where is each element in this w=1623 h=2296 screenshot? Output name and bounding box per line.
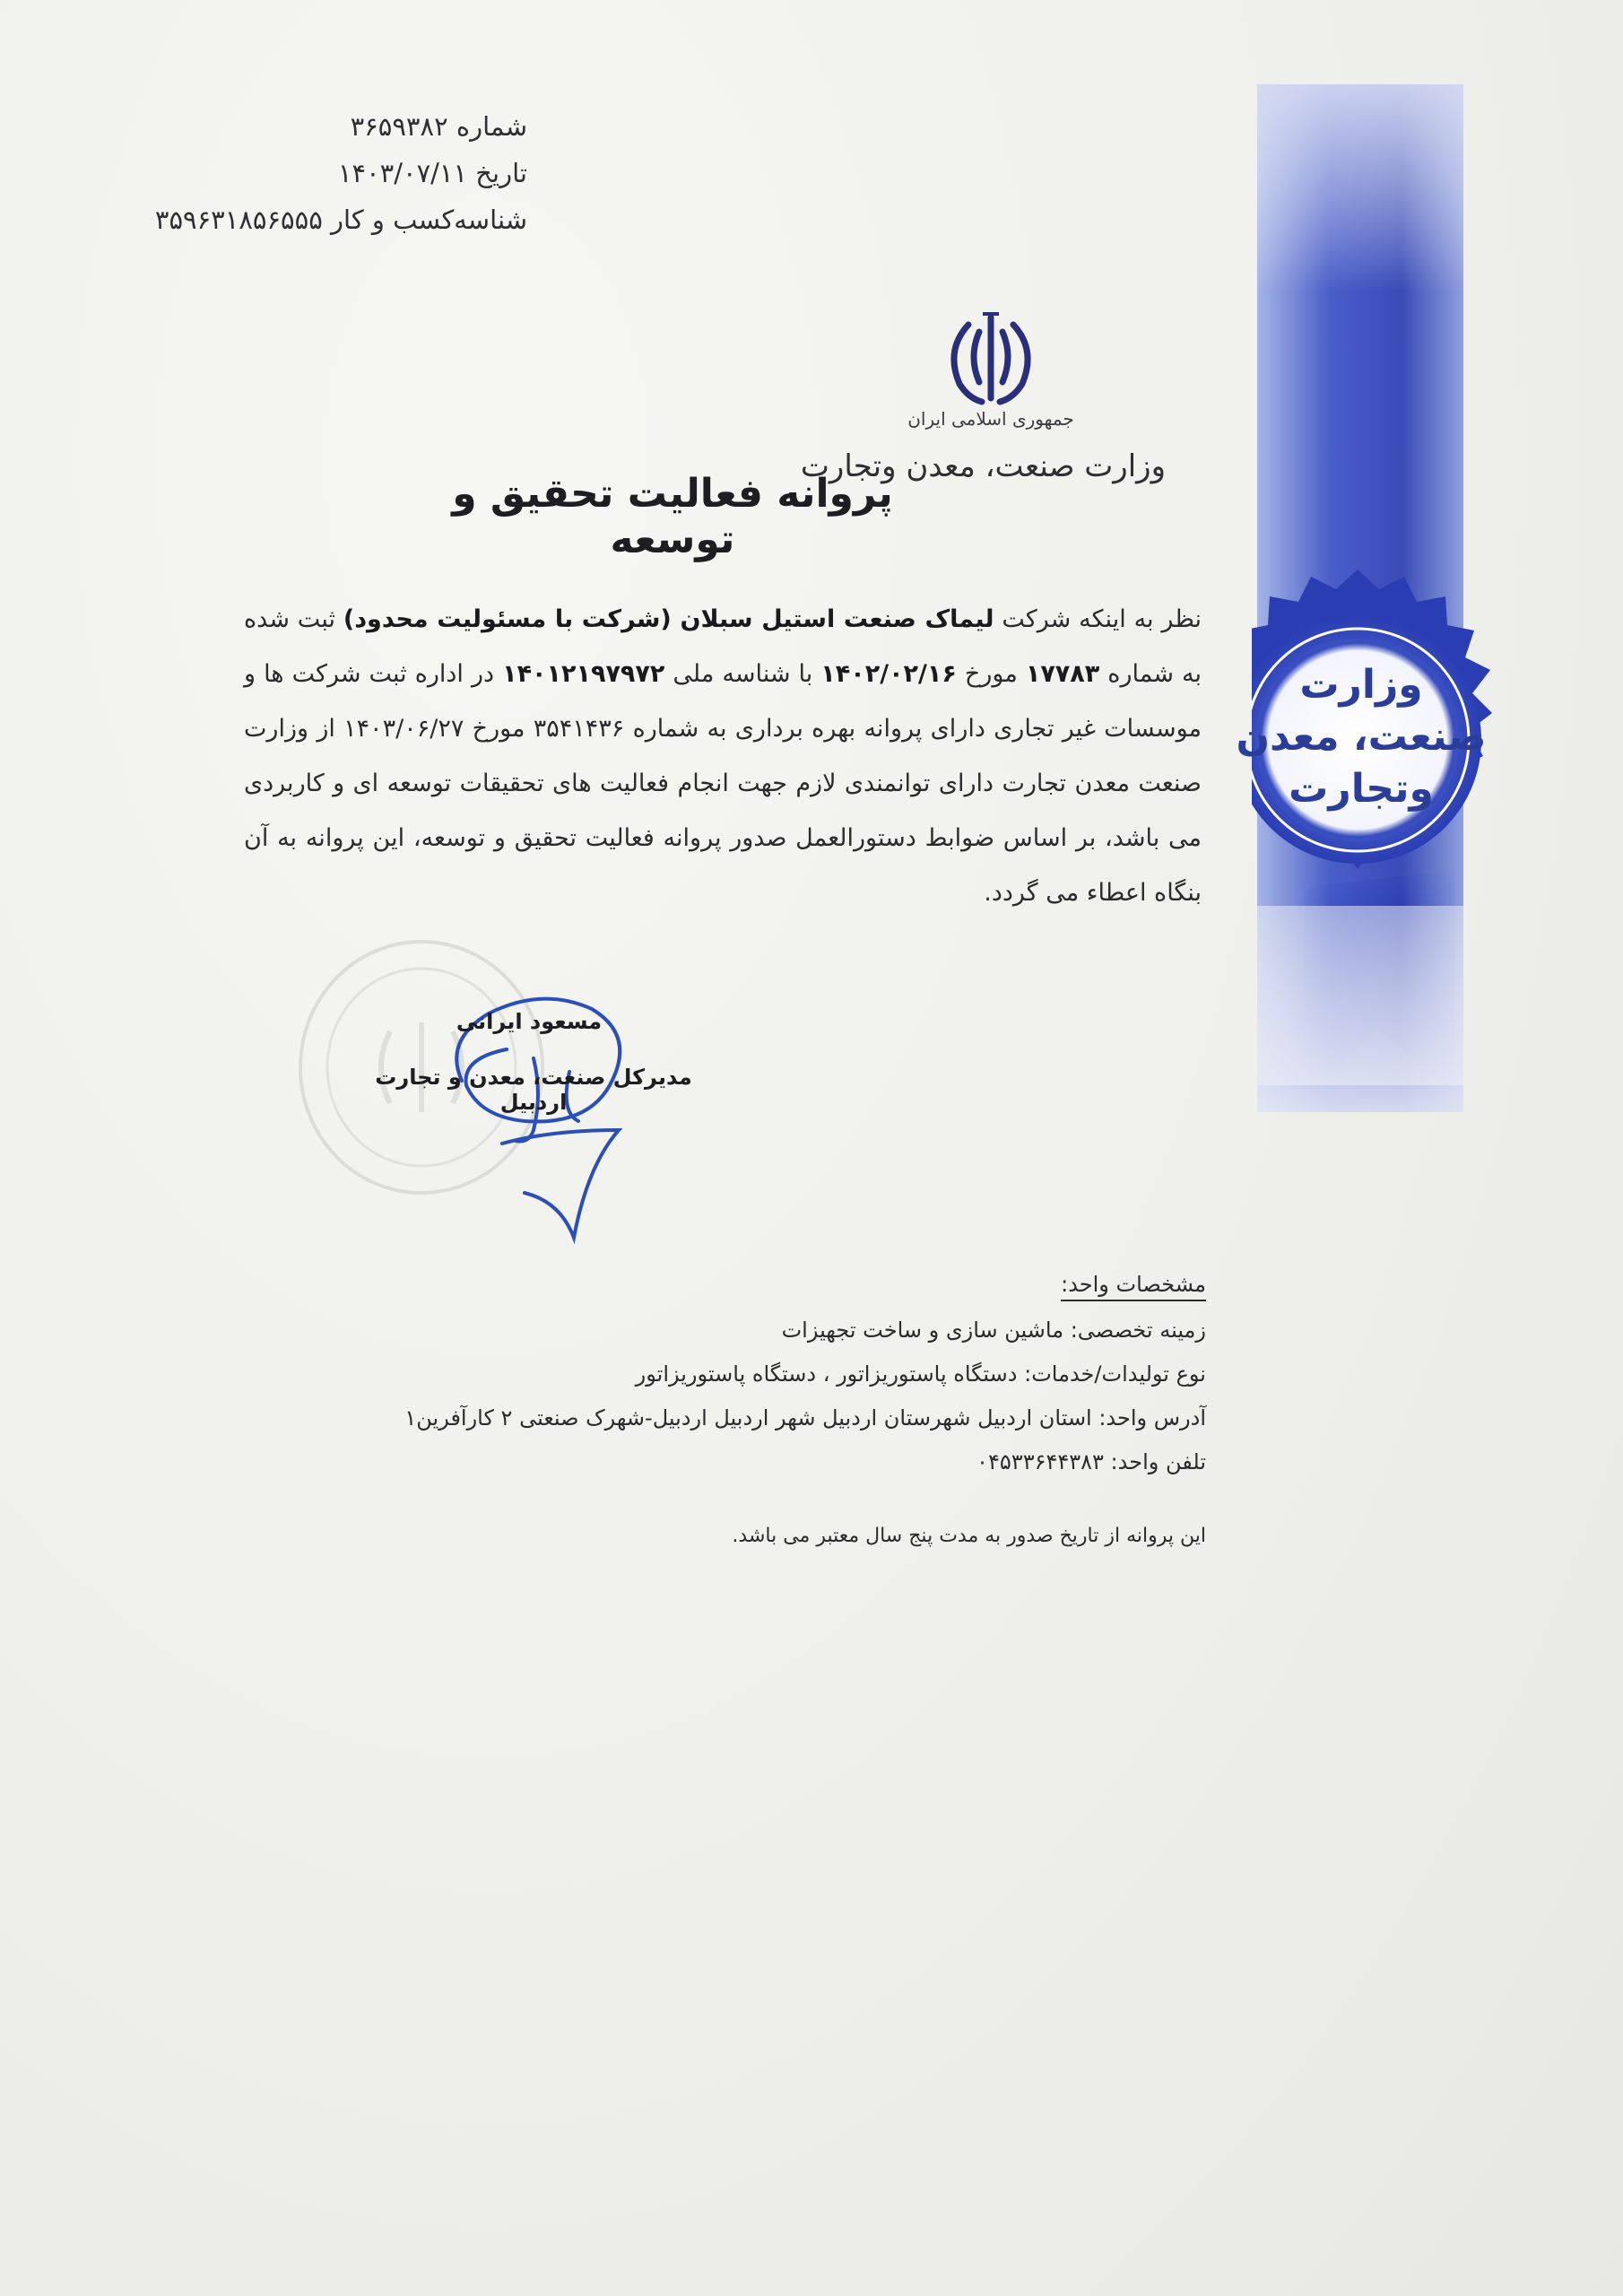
registration-date: ۱۴۰۲/۰۲/۱۶ — [820, 660, 957, 688]
seal-line-3: وتجارت — [1289, 766, 1434, 812]
document-meta — [97, 103, 527, 243]
body-rest: در اداره ثبت شرکت ها و موسسات غیر تجاری دارای پروانه بهره برداری به شماره ۳۵۴۱۴۳۶ مورخ ۱۴۰۳/۰۶/۲۷ از وزارت صنعت معدن تجارت دارای توانمندی لازم جهت انجام فعالیت های تحقیقات توسعه ای و کاربردی می باشد، بر اساس ضوابط دستورالعمل صدور پروانه فعالیت تحقیق و توسعه، این پروانه به آن بنگاه اعطاء می گردد. — [244, 660, 1202, 907]
body-reg-label: ثبت شده به شماره — [244, 605, 1202, 688]
unit-heading: مشخصات واحد: — [1061, 1269, 1206, 1301]
unit-products: نوع تولیدات/خدمات: دستگاه پاستوریزاتور ، دستگاه پاستوریزاتور — [635, 1361, 1206, 1387]
unit-field: زمینه تخصصی: ماشین سازی و ساخت تجهیزات — [781, 1318, 1206, 1343]
company-name: لیماک صنعت استیل سبلان (شرکت با مسئولیت محدود) — [343, 605, 994, 633]
body-intro: نظر به اینکه شرکت — [1002, 605, 1202, 633]
letter-date: تاریخ ۱۴۰۳/۰۷/۱۱ — [337, 158, 527, 188]
unit-phone: تلفن واحد: ۰۴۵۳۳۶۴۴۳۸۳ — [976, 1449, 1206, 1474]
seal-line-2: صنعت، معدن — [1236, 714, 1487, 760]
letter-number: شماره ۳۶۵۹۳۸۲ — [350, 111, 527, 142]
unit-address: آدرس واحد: استان اردبیل شهرستان اردبیل شهر اردبیل اردبیل-شهرک صنعتی ۲ کارآفرین۱ — [404, 1405, 1206, 1431]
seal-text — [1227, 659, 1496, 815]
validity-note: این پروانه از تاریخ صدور به مدت پنج سال معتبر می باشد. — [732, 1525, 1206, 1547]
body-nid-label: با شناسه ملی — [673, 660, 813, 688]
ministry-header: وزارت صنعت، معدن وتجارت — [800, 448, 1166, 484]
certificate-body — [244, 592, 1202, 920]
signer-title: مدیرکل صنعت، معدن و تجارت اردبیل — [375, 1065, 692, 1115]
ribbon-seal-graphic — [1252, 81, 1494, 1112]
emblem-caption: جمهوری اسلامی ایران — [907, 408, 1074, 430]
business-id: شناسه‌کسب و کار ۳۵۹۶۳۱۸۵۶۵۵۵ — [154, 204, 527, 235]
iran-emblem-icon — [933, 305, 1049, 413]
seal-line-1: وزارت — [1299, 662, 1423, 708]
page-title: پروانه فعالیت تحقیق و توسعه — [452, 471, 893, 562]
unit-specifications — [386, 1263, 1206, 1484]
body-date-label: مورخ — [964, 660, 1018, 688]
national-id: ۱۴۰۱۲۱۹۷۹۷۲ — [502, 660, 665, 688]
signer-name: مسعود ایرانی — [456, 1009, 603, 1034]
registration-number: ۱۷۷۸۳ — [1025, 660, 1100, 688]
